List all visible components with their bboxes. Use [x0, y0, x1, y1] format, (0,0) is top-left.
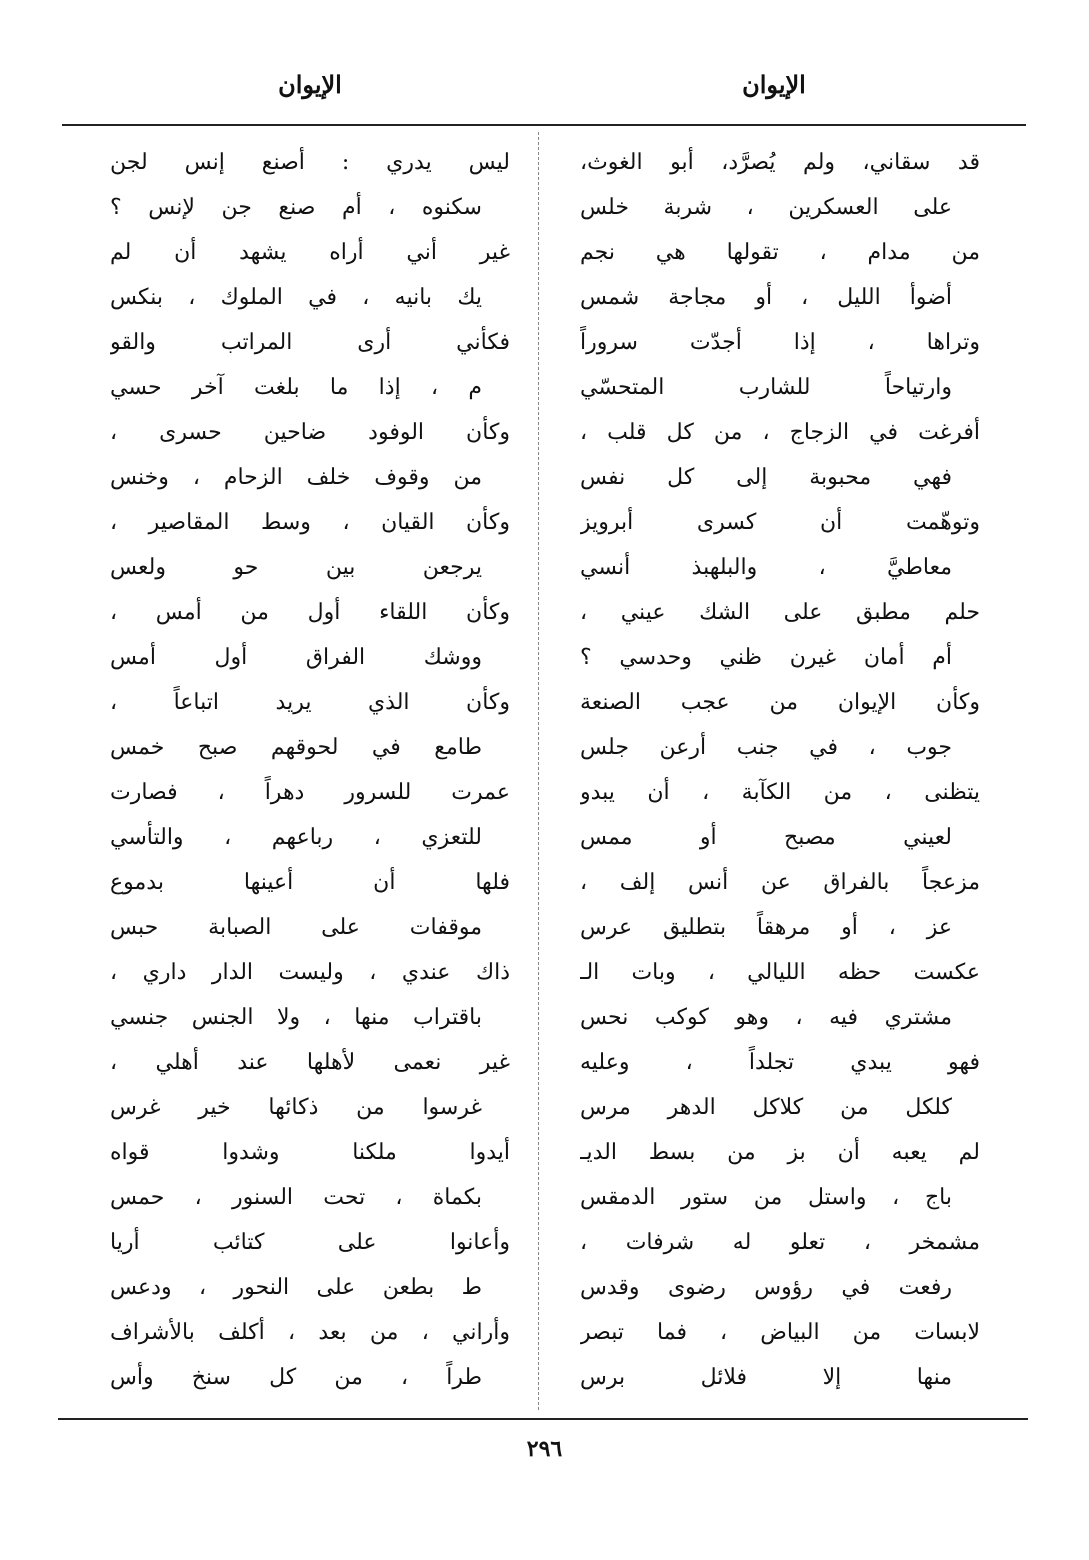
verse-first-hemistich: فكأني أرى المراتب والقو [110, 330, 510, 355]
verse-second-hemistich: باقتراب منها ، ولا الجنس جنسي [110, 1005, 482, 1030]
verse-second-hemistich: ووشك الفراق أول أمس [110, 645, 482, 670]
top-rule [62, 124, 1026, 126]
verse-first-hemistich: وأراني ، من بعد ، أكلف بالأشراف [110, 1320, 510, 1345]
verse-second-hemistich: من وقوف خلف الزحام ، وخنس [110, 465, 482, 490]
verse-first-hemistich: فهو يبدي تجلداً ، وعليه [580, 1050, 980, 1075]
couplet [580, 950, 980, 1040]
couplet [110, 1220, 510, 1310]
verse-first-hemistich: وتوهّمت أن كسرى أبرويز [580, 510, 980, 535]
verse-first-hemistich: أفرغت في الزجاج ، من كل قلب ، [580, 420, 980, 445]
verse-second-hemistich: فهي محبوبة إلى كل نفس [580, 465, 952, 490]
verse-first-hemistich: حلم مطبق على الشك عيني ، [580, 600, 980, 625]
couplet [110, 950, 510, 1040]
couplet [580, 230, 980, 320]
verse-second-hemistich: باج ، واستل من ستور الدمقس [580, 1185, 952, 1210]
verse-second-hemistich: أضوأ الليل ، أو مجاجة شمس [580, 285, 952, 310]
couplet [110, 680, 510, 770]
couplet [110, 410, 510, 500]
verse-first-hemistich: لم يعبه أن بز من بسط الديـ [580, 1140, 980, 1165]
verse-first-hemistich: وكأن اللقاء أول من أمس ، [110, 600, 510, 625]
verse-first-hemistich: من مدام ، تقولها هي نجم [580, 240, 980, 265]
verse-second-hemistich: على العسكرين ، شربة خلس [580, 195, 952, 220]
verse-first-hemistich: يتظنى ، من الكآبة ، أن يبدو [580, 780, 980, 805]
verse-first-hemistich: فلها أن أعينها بدموع [110, 870, 510, 895]
verse-first-hemistich: غير أني أراه يشهد أن لم [110, 240, 510, 265]
verse-first-hemistich: ليس يدري : أصنع إنس لجن [110, 150, 510, 175]
verse-second-hemistich: ط بطعن على النحور ، ودعس [110, 1275, 482, 1300]
couplet [580, 1130, 980, 1220]
verse-first-hemistich: غير نعمى لأهلها عند أهلي ، [110, 1050, 510, 1075]
verse-first-hemistich: لابسات من البياض ، فما تبصر [580, 1320, 980, 1345]
verse-first-hemistich: مزعجاً بالفراق عن أنس إلف ، [580, 870, 980, 895]
verse-first-hemistich: وكأن الوفود ضاحين حسرى ، [110, 420, 510, 445]
verse-second-hemistich: طامع في لحوقهم صبح خمس [110, 735, 482, 760]
couplet [110, 770, 510, 860]
verse-first-hemistich: عكست حظه الليالي ، وبات الـ [580, 960, 980, 985]
verse-second-hemistich: موقفات على الصبابة حبس [110, 915, 482, 940]
verse-first-hemistich: مشمخر ، تعلو له شرفات ، [580, 1230, 980, 1255]
couplet [580, 140, 980, 230]
verse-second-hemistich: معاطيَّ ، والبلهبذ أنسي [580, 555, 952, 580]
verse-second-hemistich: رفعت في رؤوس رضوى وقدس [580, 1275, 952, 1300]
right-column-title: الإيوان [742, 70, 806, 99]
couplet [580, 680, 980, 770]
verse-second-hemistich: غرسوا من ذكائها خير غرس [110, 1095, 482, 1120]
couplet [110, 320, 510, 410]
page-header [60, 70, 1024, 110]
verse-first-hemistich: ذاك عندي ، وليست الدار داري ، [110, 960, 510, 985]
verse-first-hemistich: أيدوا ملكنا وشدوا قواه [110, 1140, 510, 1165]
verse-second-hemistich: لعيني مصبح أو ممس [580, 825, 952, 850]
verse-second-hemistich: للتعزي ، رباعهم ، والتأسي [110, 825, 482, 850]
verse-first-hemistich: قد سقاني، ولم يُصرَّد، أبو الغوث، [580, 150, 980, 175]
couplet [110, 1310, 510, 1400]
couplet [110, 1130, 510, 1220]
verse-first-hemistich: وتراها ، إذا أجدّت سروراً [580, 330, 980, 355]
couplet [110, 230, 510, 320]
right-column [580, 140, 980, 1400]
couplet [110, 500, 510, 590]
couplet [580, 1040, 980, 1130]
column-divider [538, 132, 539, 1410]
verse-first-hemistich: وكأن القيان ، وسط المقاصير ، [110, 510, 510, 535]
verse-second-hemistich: مشتري فيه ، وهو كوكب نحس [580, 1005, 952, 1030]
couplet [580, 1310, 980, 1400]
verse-second-hemistich: وارتياحاً للشارب المتحسّي [580, 375, 952, 400]
verse-second-hemistich: أم أمان غيرن ظني وحدسي ؟ [580, 645, 952, 670]
couplet [580, 500, 980, 590]
couplet [110, 140, 510, 230]
verse-first-hemistich: عمرت للسرور دهراً ، فصارت [110, 780, 510, 805]
couplet [580, 770, 980, 860]
verse-first-hemistich: وأعانوا على كتائب أريا [110, 1230, 510, 1255]
couplet [110, 1040, 510, 1130]
couplet [110, 590, 510, 680]
verse-second-hemistich: منها إلا فلائل برس [580, 1365, 952, 1390]
page-number: ٢٩٦ [526, 1436, 563, 1462]
verse-second-hemistich: جوب ، في جنب أرعن جلس [580, 735, 952, 760]
bottom-rule [58, 1418, 1028, 1420]
left-column-title: الإيوان [278, 70, 342, 99]
verse-second-hemistich: بكماة ، تحت السنور ، حمس [110, 1185, 482, 1210]
couplet [580, 320, 980, 410]
couplet [580, 1220, 980, 1310]
couplet [580, 860, 980, 950]
verse-second-hemistich: يرجعن بين حو ولعس [110, 555, 482, 580]
verse-first-hemistich: وكأن الذي يريد اتباعاً ، [110, 690, 510, 715]
verse-second-hemistich: سكنوه ، أم صنع جن لإنس ؟ [110, 195, 482, 220]
couplet [580, 590, 980, 680]
verse-second-hemistich: م ، إذا ما بلغت آخر حسي [110, 375, 482, 400]
verse-second-hemistich: كلكل من كلاكل الدهر مرس [580, 1095, 952, 1120]
left-column [110, 140, 510, 1400]
couplet [110, 860, 510, 950]
verse-second-hemistich: عز ، أو مرهقاً بتطليق عرس [580, 915, 952, 940]
verse-second-hemistich: طراً ، من كل سنخ وأس [110, 1365, 482, 1390]
verse-second-hemistich: يك بانيه ، في الملوك ، بنكس [110, 285, 482, 310]
couplet [580, 410, 980, 500]
verse-first-hemistich: وكأن الإيوان من عجب الصنعة [580, 690, 980, 715]
